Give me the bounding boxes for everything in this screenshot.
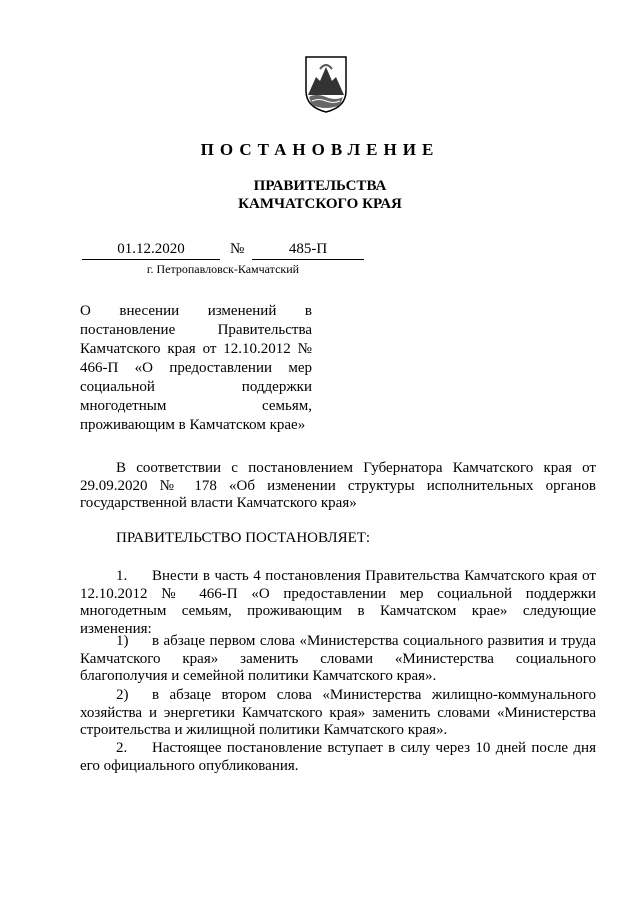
subitem-number: 2) [116,687,129,703]
item-1 [80,568,596,638]
subitem-text: в абзаце втором слова «Министерства жилищно-коммунального хозяйства и энергетики Камчатского края» заменить словами «Министерства строительства и жилищной политики Камчатского края». [80,687,596,738]
subitem-number: 1) [116,633,129,649]
resolves-heading: ПРАВИТЕЛЬСТВО ПОСТАНОВЛЯЕТ: [116,530,371,546]
document-subject: О внесении изменений в постановление Правительства Камчатского края от 12.10.2012 № 466-П «О предоставлении мер социальной поддержки многодетным семьям, проживающим в Камчатском крае» [80,303,312,433]
preamble-paragraph: В соответствии с постановлением Губернатора Камчатского края от 29.09.2020 № 178 «Об изменении структуры исполнительных органов государственной власти Камчатского края» [80,460,596,511]
date-number-line [82,240,364,260]
issuer-line-1: ПРАВИТЕЛЬСТВА [253,178,387,194]
item-number: 2. [116,740,128,756]
issuer-line-2: КАМЧАТСКОГО КРАЯ [238,196,402,212]
item-2 [80,740,596,775]
kamchatka-emblem-icon [304,55,348,113]
item-text: Внести в часть 4 постановления Правительства Камчатского края от 12.10.2012 № 466-П «О предоставлении мер социальной поддержки многодетным семьям, проживающим в Камчатском крае» следующие изменения: [80,568,596,637]
document-title: ПОСТАНОВЛЕНИЕ [200,140,440,159]
document-date: 01.12.2020 [82,240,220,260]
document-number: 485-П [252,240,364,260]
item-text: Настоящее постановление вступает в силу через 10 дней после дня его официального опубликования. [80,740,596,774]
item-number: 1. [116,568,128,584]
subitem-text: в абзаце первом слова «Министерства социального развития и труда Камчатского края» заменить словами «Министерства социального благополучия и семейной политики Камчатского края». [80,633,596,684]
number-sign: № [230,241,245,257]
subitem-2 [80,687,596,740]
city-label: г. Петропавловск-Камчатский [146,262,300,276]
subitem-1 [80,633,596,686]
